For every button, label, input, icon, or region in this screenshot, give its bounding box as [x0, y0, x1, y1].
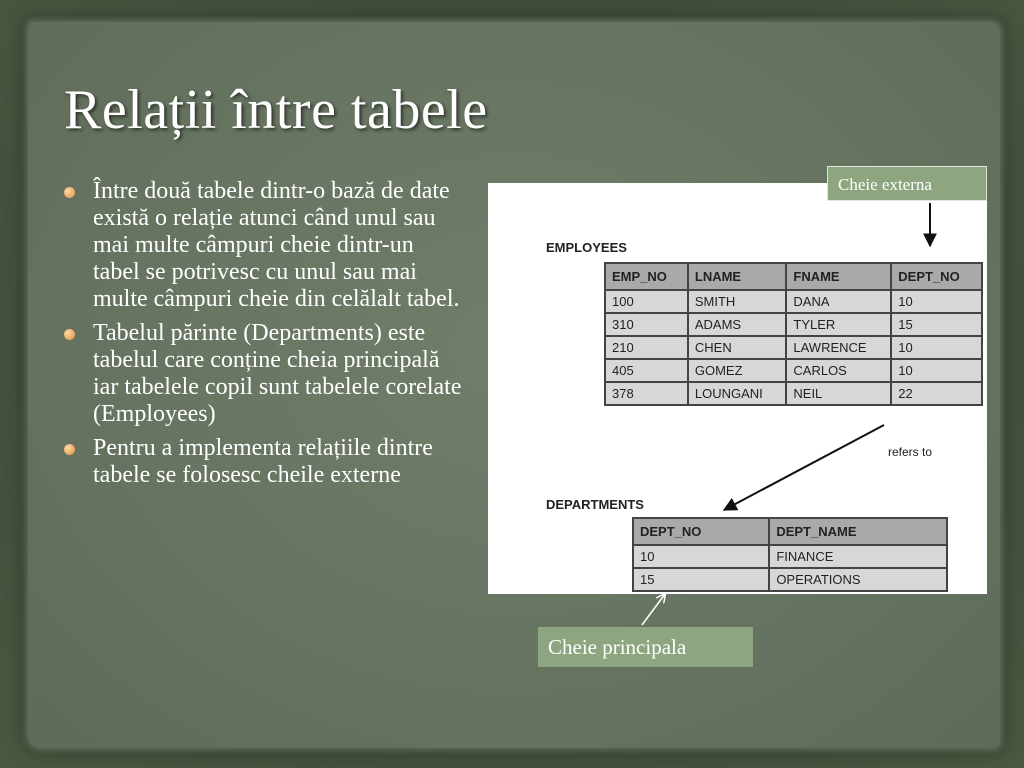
bullet-dot-icon	[64, 187, 75, 198]
table-cell: ADAMS	[688, 313, 787, 336]
table-cell: 378	[605, 382, 688, 405]
bullet-list	[64, 178, 464, 496]
employees-table	[604, 262, 983, 406]
table-cell: LAWRENCE	[786, 336, 891, 359]
primary-key-callout: Cheie principala	[538, 627, 753, 667]
table-cell: 10	[891, 290, 982, 313]
table-row	[633, 568, 947, 591]
column-header: DEPT_NO	[891, 263, 982, 290]
table-cell: TYLER	[786, 313, 891, 336]
table-cell: GOMEZ	[688, 359, 787, 382]
table-cell: DANA	[786, 290, 891, 313]
table-row	[605, 382, 982, 405]
table-cell: OPERATIONS	[769, 568, 947, 591]
bullet-item	[64, 320, 464, 428]
foreign-key-callout: Cheie externa	[827, 166, 987, 201]
table-relationship-diagram	[488, 183, 987, 594]
table-cell: FINANCE	[769, 545, 947, 568]
table-row	[605, 359, 982, 382]
bullet-dot-icon	[64, 329, 75, 340]
table-cell: 210	[605, 336, 688, 359]
table-cell: 15	[891, 313, 982, 336]
table-cell: 10	[633, 545, 769, 568]
bullet-dot-icon	[64, 444, 75, 455]
table-cell: 10	[891, 359, 982, 382]
table-cell: CHEN	[688, 336, 787, 359]
bullet-text: Tabelul părinte (Departments) este tabelul care conține cheia principală iar tabelele copil sunt tabelele corelate (Employees)	[93, 320, 462, 427]
table-header-row	[633, 518, 947, 545]
table-row	[605, 336, 982, 359]
table-row	[633, 545, 947, 568]
bullet-item	[64, 178, 464, 313]
table-cell: 22	[891, 382, 982, 405]
table-cell: LOUNGANI	[688, 382, 787, 405]
employees-table-label: EMPLOYEES	[546, 240, 627, 255]
column-header: FNAME	[786, 263, 891, 290]
table-cell: SMITH	[688, 290, 787, 313]
table-header-row	[605, 263, 982, 290]
table-cell: CARLOS	[786, 359, 891, 382]
bullet-text: Între două tabele dintr-o bază de date există o relație atunci când unul sau mai multe câmpuri cheie dintr-un tabel se potrivesc cu unul sau mai multe câmpuri cheie din celălalt tabel.	[93, 178, 460, 312]
table-cell: 15	[633, 568, 769, 591]
bullet-text: Pentru a implementa relațiile dintre tabele se folosesc cheile externe	[93, 435, 433, 488]
column-header: DEPT_NAME	[769, 518, 947, 545]
table-cell: 100	[605, 290, 688, 313]
table-cell: 310	[605, 313, 688, 336]
refers-to-label: refers to	[888, 445, 933, 459]
bullet-item	[64, 435, 464, 489]
column-header: DEPT_NO	[633, 518, 769, 545]
column-header: LNAME	[688, 263, 787, 290]
departments-table	[632, 517, 948, 592]
table-row	[605, 290, 982, 313]
table-cell: 10	[891, 336, 982, 359]
column-header: EMP_NO	[605, 263, 688, 290]
slide-title: Relații între tabele	[64, 79, 488, 141]
table-row	[605, 313, 982, 336]
departments-table-label: DEPARTMENTS	[546, 497, 644, 512]
table-cell: 405	[605, 359, 688, 382]
table-cell: NEIL	[786, 382, 891, 405]
